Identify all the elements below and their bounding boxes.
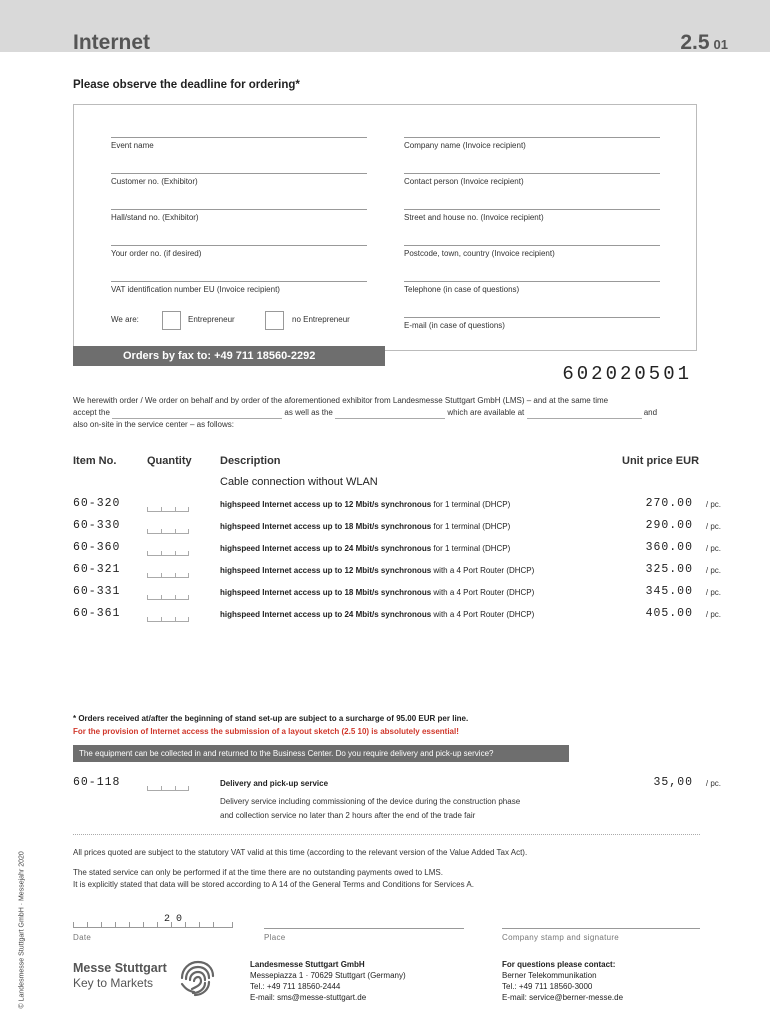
unit-price: 270.00 — [645, 497, 693, 510]
unit-label: / pc. — [705, 500, 721, 509]
quantity-input[interactable] — [147, 547, 189, 556]
layout-warning: For the provision of Internet access the submission of a layout sketch (2.5 10) is absolutely essential! — [73, 727, 459, 736]
field-label: Contact person (Invoice recipient) — [404, 177, 524, 186]
quantity-input[interactable] — [147, 591, 189, 600]
fax-bar: Orders by fax to: +49 711 18560-2292 — [73, 346, 385, 366]
unit-label: / pc. — [705, 544, 721, 553]
field-label: Company name (Invoice recipient) — [404, 141, 526, 150]
contact-phone: Tel.: +49 711 18560-3000 — [502, 982, 593, 991]
field-label: E-mail (in case of questions) — [404, 321, 505, 330]
unit-price: 360.00 — [645, 541, 693, 554]
page-title: Internet — [73, 31, 151, 54]
unit-label: / pc. — [705, 522, 721, 531]
surcharge-note: * Orders received at/after the beginning of stand set-up are subject to a surcharge of 95.00 EUR per line. — [73, 714, 469, 723]
item-number: 60-118 — [73, 776, 121, 789]
unit-price: 405.00 — [645, 607, 693, 620]
form-number-main: 2.5 — [680, 31, 710, 54]
no-entrepreneur-label: no Entrepreneur — [292, 315, 350, 324]
vat-id-field[interactable] — [111, 281, 367, 294]
item-number: 60-321 — [73, 563, 121, 576]
field-label: Postcode, town, country (Invoice recipient) — [404, 249, 555, 258]
field-label: VAT identification number EU (Invoice recipient) — [111, 285, 280, 294]
phone: Tel.: +49 711 18560-2444 — [250, 982, 341, 991]
intro-as-well: as well as the — [284, 408, 333, 417]
item-description: highspeed Internet access up to 12 Mbit/s synchronous with a 4 Port Router (DHCP) — [220, 566, 535, 575]
contact-person-field[interactable] — [404, 173, 660, 186]
brand-tagline: Key to Markets — [73, 976, 154, 990]
item-description: Delivery and pick-up service — [220, 779, 329, 788]
form-number — [680, 31, 728, 55]
unit-price: 290.00 — [645, 519, 693, 532]
pickup-bar: The equipment can be collected in and returned to the Business Center. Do you require delivery and pick-up service? — [73, 745, 569, 762]
customer-no-field[interactable] — [111, 173, 367, 186]
place-label: Place — [264, 933, 286, 942]
intro-line-2 — [73, 407, 657, 419]
date-input[interactable] — [73, 914, 233, 928]
copyright-side-text: © Landesmesse Stuttgart GmbH · Messejahr 2020 — [18, 851, 26, 1009]
email: E-mail: sms@messe-stuttgart.de — [250, 993, 367, 1002]
terms-blank[interactable] — [112, 410, 282, 419]
divider — [73, 834, 700, 835]
table-row — [73, 585, 721, 605]
vat-note: All prices quoted are subject to the statutory VAT valid at this time (according to the relevant version of the Value Added Tax Act). — [73, 848, 528, 857]
street-address: Messepiazza 1 · 70629 Stuttgart (Germany) — [250, 971, 406, 980]
place-line[interactable] — [264, 928, 464, 929]
field-label: Event name — [111, 141, 154, 150]
contact-title: For questions please contact: — [502, 960, 616, 969]
field-label: Customer no. (Exhibitor) — [111, 177, 198, 186]
quantity-input[interactable] — [147, 782, 189, 791]
field-label: Your order no. (if desired) — [111, 249, 202, 258]
table-row — [73, 563, 721, 583]
hall-stand-field[interactable] — [111, 209, 367, 222]
stamp-label: Company stamp and signature — [502, 933, 620, 942]
form-number-sub: 01 — [713, 37, 728, 52]
col-qty-header: Quantity — [147, 455, 192, 467]
unit-price: 345.00 — [645, 585, 693, 598]
item-number: 60-360 — [73, 541, 121, 554]
quantity-input[interactable] — [147, 503, 189, 512]
no-entrepreneur-checkbox[interactable] — [265, 311, 284, 330]
lms-address — [250, 959, 406, 1003]
data-storage-note: It is explicitly stated that data will be stored according to A 14 of the General Terms and Conditions for Services A. — [73, 880, 474, 889]
col-price-header: Unit price EUR — [622, 455, 700, 467]
intro-accept: accept the — [73, 408, 110, 417]
item-description: highspeed Internet access up to 12 Mbit/s synchronous for 1 terminal (DHCP) — [220, 500, 511, 509]
delivery-line-3: and collection service no later than 2 hours after the end of the trade fair — [220, 811, 476, 820]
col-item-header: Item No. — [73, 455, 117, 467]
field-label: Hall/stand no. (Exhibitor) — [111, 213, 199, 222]
payment-note: The stated service can only be performed if at the time there are no outstanding payments owed to LMS. — [73, 868, 443, 877]
section-heading: Cable connection without WLAN — [220, 476, 378, 488]
deadline-notice: Please observe the deadline for ordering* — [73, 79, 300, 91]
order-no-field[interactable] — [111, 245, 367, 258]
form-code: 602020501 — [562, 363, 692, 385]
quantity-input[interactable] — [147, 569, 189, 578]
brand-name: Messe Stuttgart — [73, 961, 167, 975]
delivery-line-2: Delivery service including commissioning of the device during the construction phase — [220, 797, 521, 806]
we-are-label: We are: — [111, 315, 139, 324]
conditions-blank[interactable] — [335, 410, 445, 419]
date-label: Date — [73, 933, 92, 942]
unit-label: / pc. — [705, 610, 721, 619]
year-digits: 2 0 — [164, 914, 183, 925]
street-field[interactable] — [404, 209, 660, 222]
company-name-field[interactable] — [404, 137, 660, 150]
intro-available: which are available at — [447, 408, 525, 417]
unit-label: / pc. — [705, 588, 721, 597]
intro-line-3: also on-site in the service center – as follows: — [73, 420, 234, 429]
url-blank[interactable] — [527, 410, 642, 419]
unit-label: / pc. — [705, 566, 721, 575]
field-label: Telephone (in case of questions) — [404, 285, 520, 294]
unit-label: / pc. — [705, 779, 721, 788]
col-desc-header: Description — [220, 455, 281, 467]
contact-address — [502, 959, 623, 1003]
fingerprint-logo-icon — [176, 956, 218, 998]
quantity-input[interactable] — [147, 613, 189, 622]
item-description: highspeed Internet access up to 18 Mbit/s synchronous with a 4 Port Router (DHCP) — [220, 588, 535, 597]
intro-line-1: We herewith order / We order on behalf and by order of the aforementioned exhibitor from Landesmesse Stuttgart GmbH (LMS) – and at the same time — [73, 396, 609, 405]
entrepreneur-checkbox[interactable] — [162, 311, 181, 330]
contact-company: Berner Telekommunikation — [502, 971, 597, 980]
item-description: highspeed Internet access up to 24 Mbit/s synchronous for 1 terminal (DHCP) — [220, 544, 511, 553]
contact-email: E-mail: service@berner-messe.de — [502, 993, 624, 1002]
item-number: 60-361 — [73, 607, 121, 620]
table-row — [73, 519, 721, 539]
delivery-row — [73, 776, 721, 796]
item-description: highspeed Internet access up to 24 Mbit/s synchronous with a 4 Port Router (DHCP) — [220, 610, 535, 619]
email-field[interactable] — [404, 317, 660, 330]
item-number: 60-320 — [73, 497, 121, 510]
entrepreneur-label: Entrepreneur — [188, 315, 235, 324]
company-name: Landesmesse Stuttgart GmbH — [250, 960, 365, 969]
field-label: Street and house no. (Invoice recipient) — [404, 213, 544, 222]
event-name-field[interactable] — [111, 137, 367, 150]
item-number: 60-331 — [73, 585, 121, 598]
quantity-input[interactable] — [147, 525, 189, 534]
table-row — [73, 607, 721, 627]
telephone-field[interactable] — [404, 281, 660, 294]
signature-line[interactable] — [502, 928, 700, 929]
table-row — [73, 497, 721, 517]
item-description: highspeed Internet access up to 18 Mbit/s synchronous for 1 terminal (DHCP) — [220, 522, 511, 531]
unit-price: 35,00 — [653, 776, 693, 789]
postcode-field[interactable] — [404, 245, 660, 258]
customer-form — [73, 104, 697, 351]
intro-and: and — [643, 408, 658, 417]
item-number: 60-330 — [73, 519, 121, 532]
table-row — [73, 541, 721, 561]
unit-price: 325.00 — [645, 563, 693, 576]
